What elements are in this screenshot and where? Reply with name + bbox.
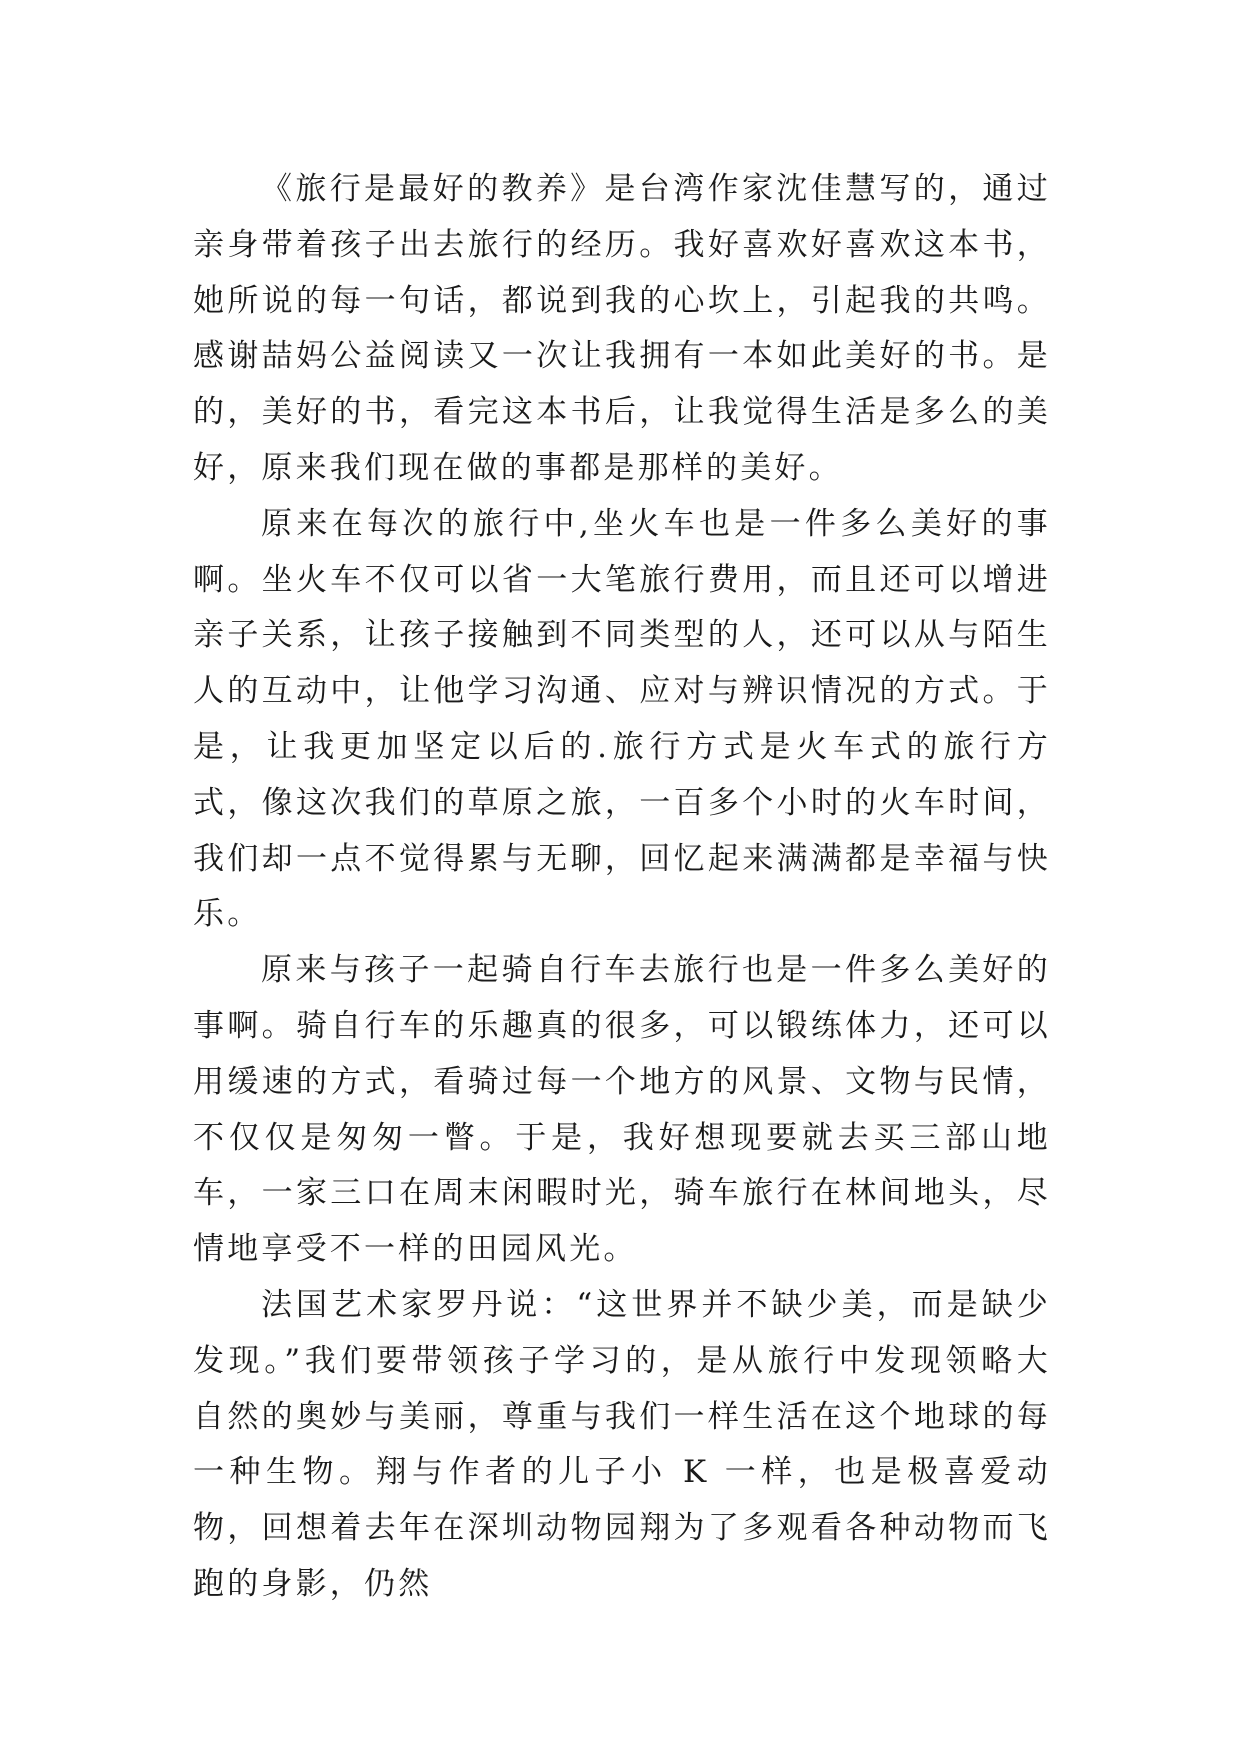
paragraph-4: 法国艺术家罗丹说：“这世界并不缺少美，而是缺少发现。”我们要带领孩子学习的，是从旅行中发现领略大自然的奥妙与美丽，尊重与我们一样生活在这个地球的每一种生物。翔与作者的儿子小 K 一样，也是极喜爱动物，回想着去年在深圳动物园翔为了多观看各种动物而飞跑的身影，仍然 bbox=[193, 1286, 1051, 1602]
paragraph-2: 原来在每次的旅行中,坐火车也是一件多么美好的事啊。坐火车不仅可以省一大笔旅行费用，而且还可以增进亲子关系，让孩子接触到不同类型的人，还可以从与陌生人的互动中，让他学习沟通、应对与辨识情况的方式。于是，让我更加坚定以后的.旅行方式是火车式的旅行方式，像这次我们的草原之旅，一百多个小时的火车时间，我们却一点不觉得累与无聊，回忆起来满满都是幸福与快乐。 bbox=[193, 505, 1051, 933]
paragraph-3: 原来与孩子一起骑自行车去旅行也是一件多么美好的事啊。骑自行车的乐趣真的很多，可以锻练体力，还可以用缓速的方式，看骑过每一个地方的风景、文物与民情，不仅仅是匆匆一瞥。于是，我好想现要就去买三部山地车，一家三口在周末闲暇时光，骑车旅行在林间地头，尽情地享受不一样的田园风光。 bbox=[193, 952, 1051, 1268]
document-body bbox=[193, 162, 1051, 1613]
paragraph-1: 《旅行是最好的教养》是台湾作家沈佳慧写的，通过亲身带着孩子出去旅行的经历。我好喜欢好喜欢这本书，她所说的每一句话，都说到我的心坎上，引起我的共鸣。感谢喆妈公益阅读又一次让我拥有一本如此美好的书。是的，美好的书，看完这本书后，让我觉得生活是多么的美好，原来我们现在做的事都是那样的美好。 bbox=[193, 171, 1051, 486]
